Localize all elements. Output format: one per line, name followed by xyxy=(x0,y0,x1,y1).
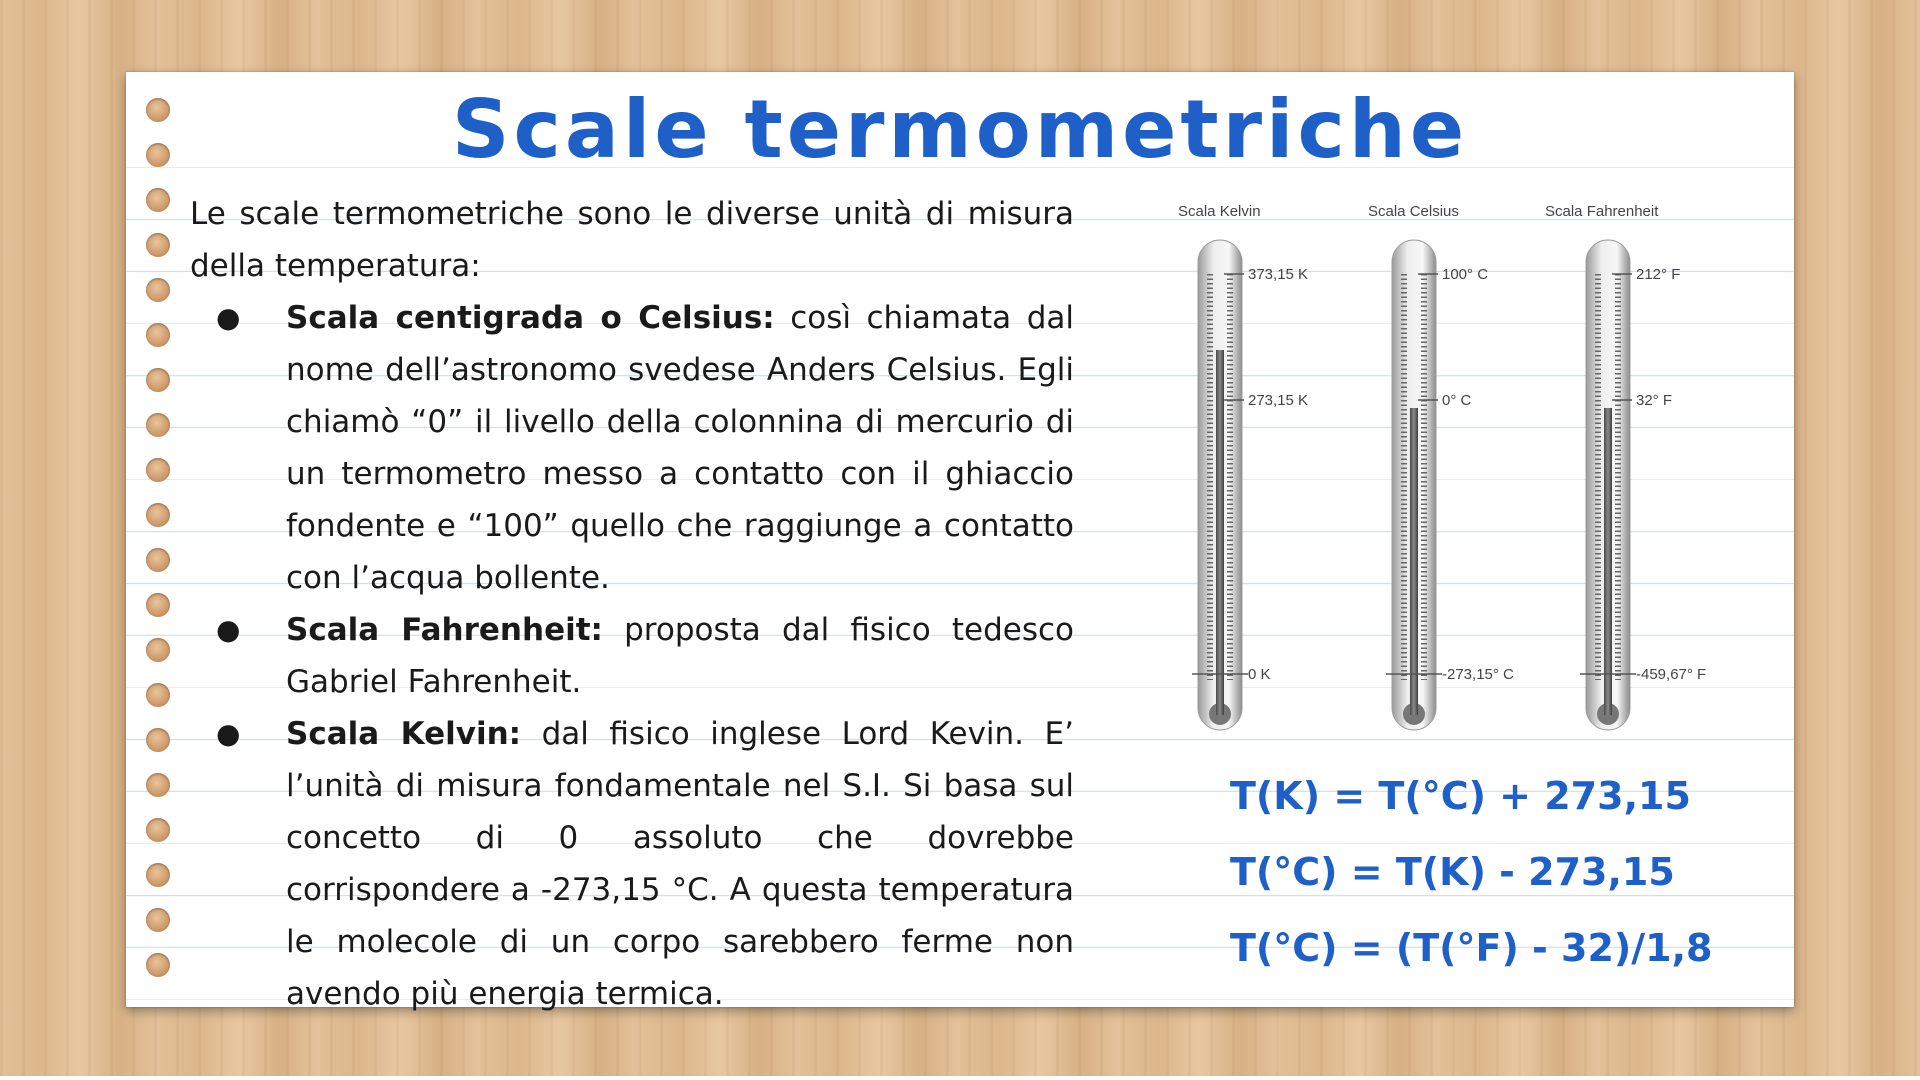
formula-celsius-from-kelvin: T(°C) = T(K) - 273,15 xyxy=(1230,850,1675,894)
top-label: 212° F xyxy=(1636,266,1681,283)
mid-label: 0° C xyxy=(1442,392,1472,409)
mid-label: 32° F xyxy=(1636,392,1673,409)
binder-hole xyxy=(146,773,170,797)
binder-hole xyxy=(146,458,170,482)
wood-edge xyxy=(0,1076,1920,1080)
item-text: proposta dal fisico tedesco Gabriel Fahrenheit. xyxy=(286,612,1074,700)
formula-celsius-from-fahrenheit: T(°C) = (T(°F) - 32)/1,8 xyxy=(1230,926,1713,970)
thermometer-kelvin xyxy=(1178,203,1308,730)
bottom-label: -459,67° F xyxy=(1636,666,1707,683)
top-label: 373,15 K xyxy=(1248,266,1309,283)
binder-hole xyxy=(146,548,170,572)
bottom-label: -273,15° C xyxy=(1442,666,1514,683)
binder-hole xyxy=(146,233,170,257)
bullet-icon: ● xyxy=(216,301,241,334)
binder-hole xyxy=(146,323,170,347)
binder-hole xyxy=(146,413,170,437)
binder-hole xyxy=(146,278,170,302)
page-title: Scale termometriche xyxy=(451,83,1469,176)
thermometer-celsius xyxy=(1368,203,1514,730)
list-item-celsius xyxy=(190,292,1074,604)
body-text xyxy=(190,188,1074,1020)
binder-hole xyxy=(146,638,170,662)
thermometers-figure xyxy=(1150,190,1730,750)
intro-paragraph: Le scale termometriche sono le diverse unità di misura della temperatura: xyxy=(190,196,1074,284)
item-label: Scala centigrada o Celsius: xyxy=(286,300,775,336)
binder-hole xyxy=(146,368,170,392)
bullet-icon: ● xyxy=(216,717,241,750)
binder-hole xyxy=(146,953,170,977)
thermometer-heading: Scala Fahrenheit xyxy=(1545,203,1659,220)
list-item-fahrenheit xyxy=(190,604,1074,708)
top-label: 100° C xyxy=(1442,266,1489,283)
formula-kelvin-from-celsius: T(K) = T(°C) + 273,15 xyxy=(1230,774,1691,818)
item-label: Scala Kelvin: xyxy=(286,716,522,752)
binder-hole xyxy=(146,683,170,707)
thermometer-heading: Scala Kelvin xyxy=(1178,203,1261,220)
binder-hole xyxy=(146,188,170,212)
binder-hole xyxy=(146,908,170,932)
mercury-column xyxy=(1216,350,1224,715)
mid-label: 273,15 K xyxy=(1248,392,1309,409)
item-text: dal fisico inglese Lord Kevin. E’ l’unità di misura fondamentale nel S.I. Si basa sul concetto di 0 assoluto che dovrebbe corrispondere a -273,15 °C. A questa temperatura le molecole di un corpo sarebbero ferme non avendo più energia termica. xyxy=(286,716,1074,1012)
thermometer-fahrenheit xyxy=(1545,203,1706,730)
item-label: Scala Fahrenheit: xyxy=(286,612,603,648)
binder-hole xyxy=(146,728,170,752)
binder-hole xyxy=(146,593,170,617)
bullet-icon: ● xyxy=(216,613,241,646)
binder-hole xyxy=(146,863,170,887)
item-text: così chiamata dal nome dell’astronomo svedese Anders Celsius. Egli chiamò “0” il livello della colonnina di mercurio di un termometro messo a contatto con il ghiaccio fondente e “100” quello che raggiunge a contatto con l’acqua bollente. xyxy=(286,300,1074,596)
conversion-formulas xyxy=(1230,770,1713,998)
binder-hole xyxy=(146,503,170,527)
thermometer-heading: Scala Celsius xyxy=(1368,203,1459,220)
bottom-label: 0 K xyxy=(1248,666,1271,683)
scale-list xyxy=(190,292,1074,1020)
binder-hole xyxy=(146,818,170,842)
thermometer-panel xyxy=(1150,190,1730,750)
mercury-column xyxy=(1410,408,1418,715)
mercury-column xyxy=(1604,408,1612,715)
list-item-kelvin xyxy=(190,708,1074,1020)
